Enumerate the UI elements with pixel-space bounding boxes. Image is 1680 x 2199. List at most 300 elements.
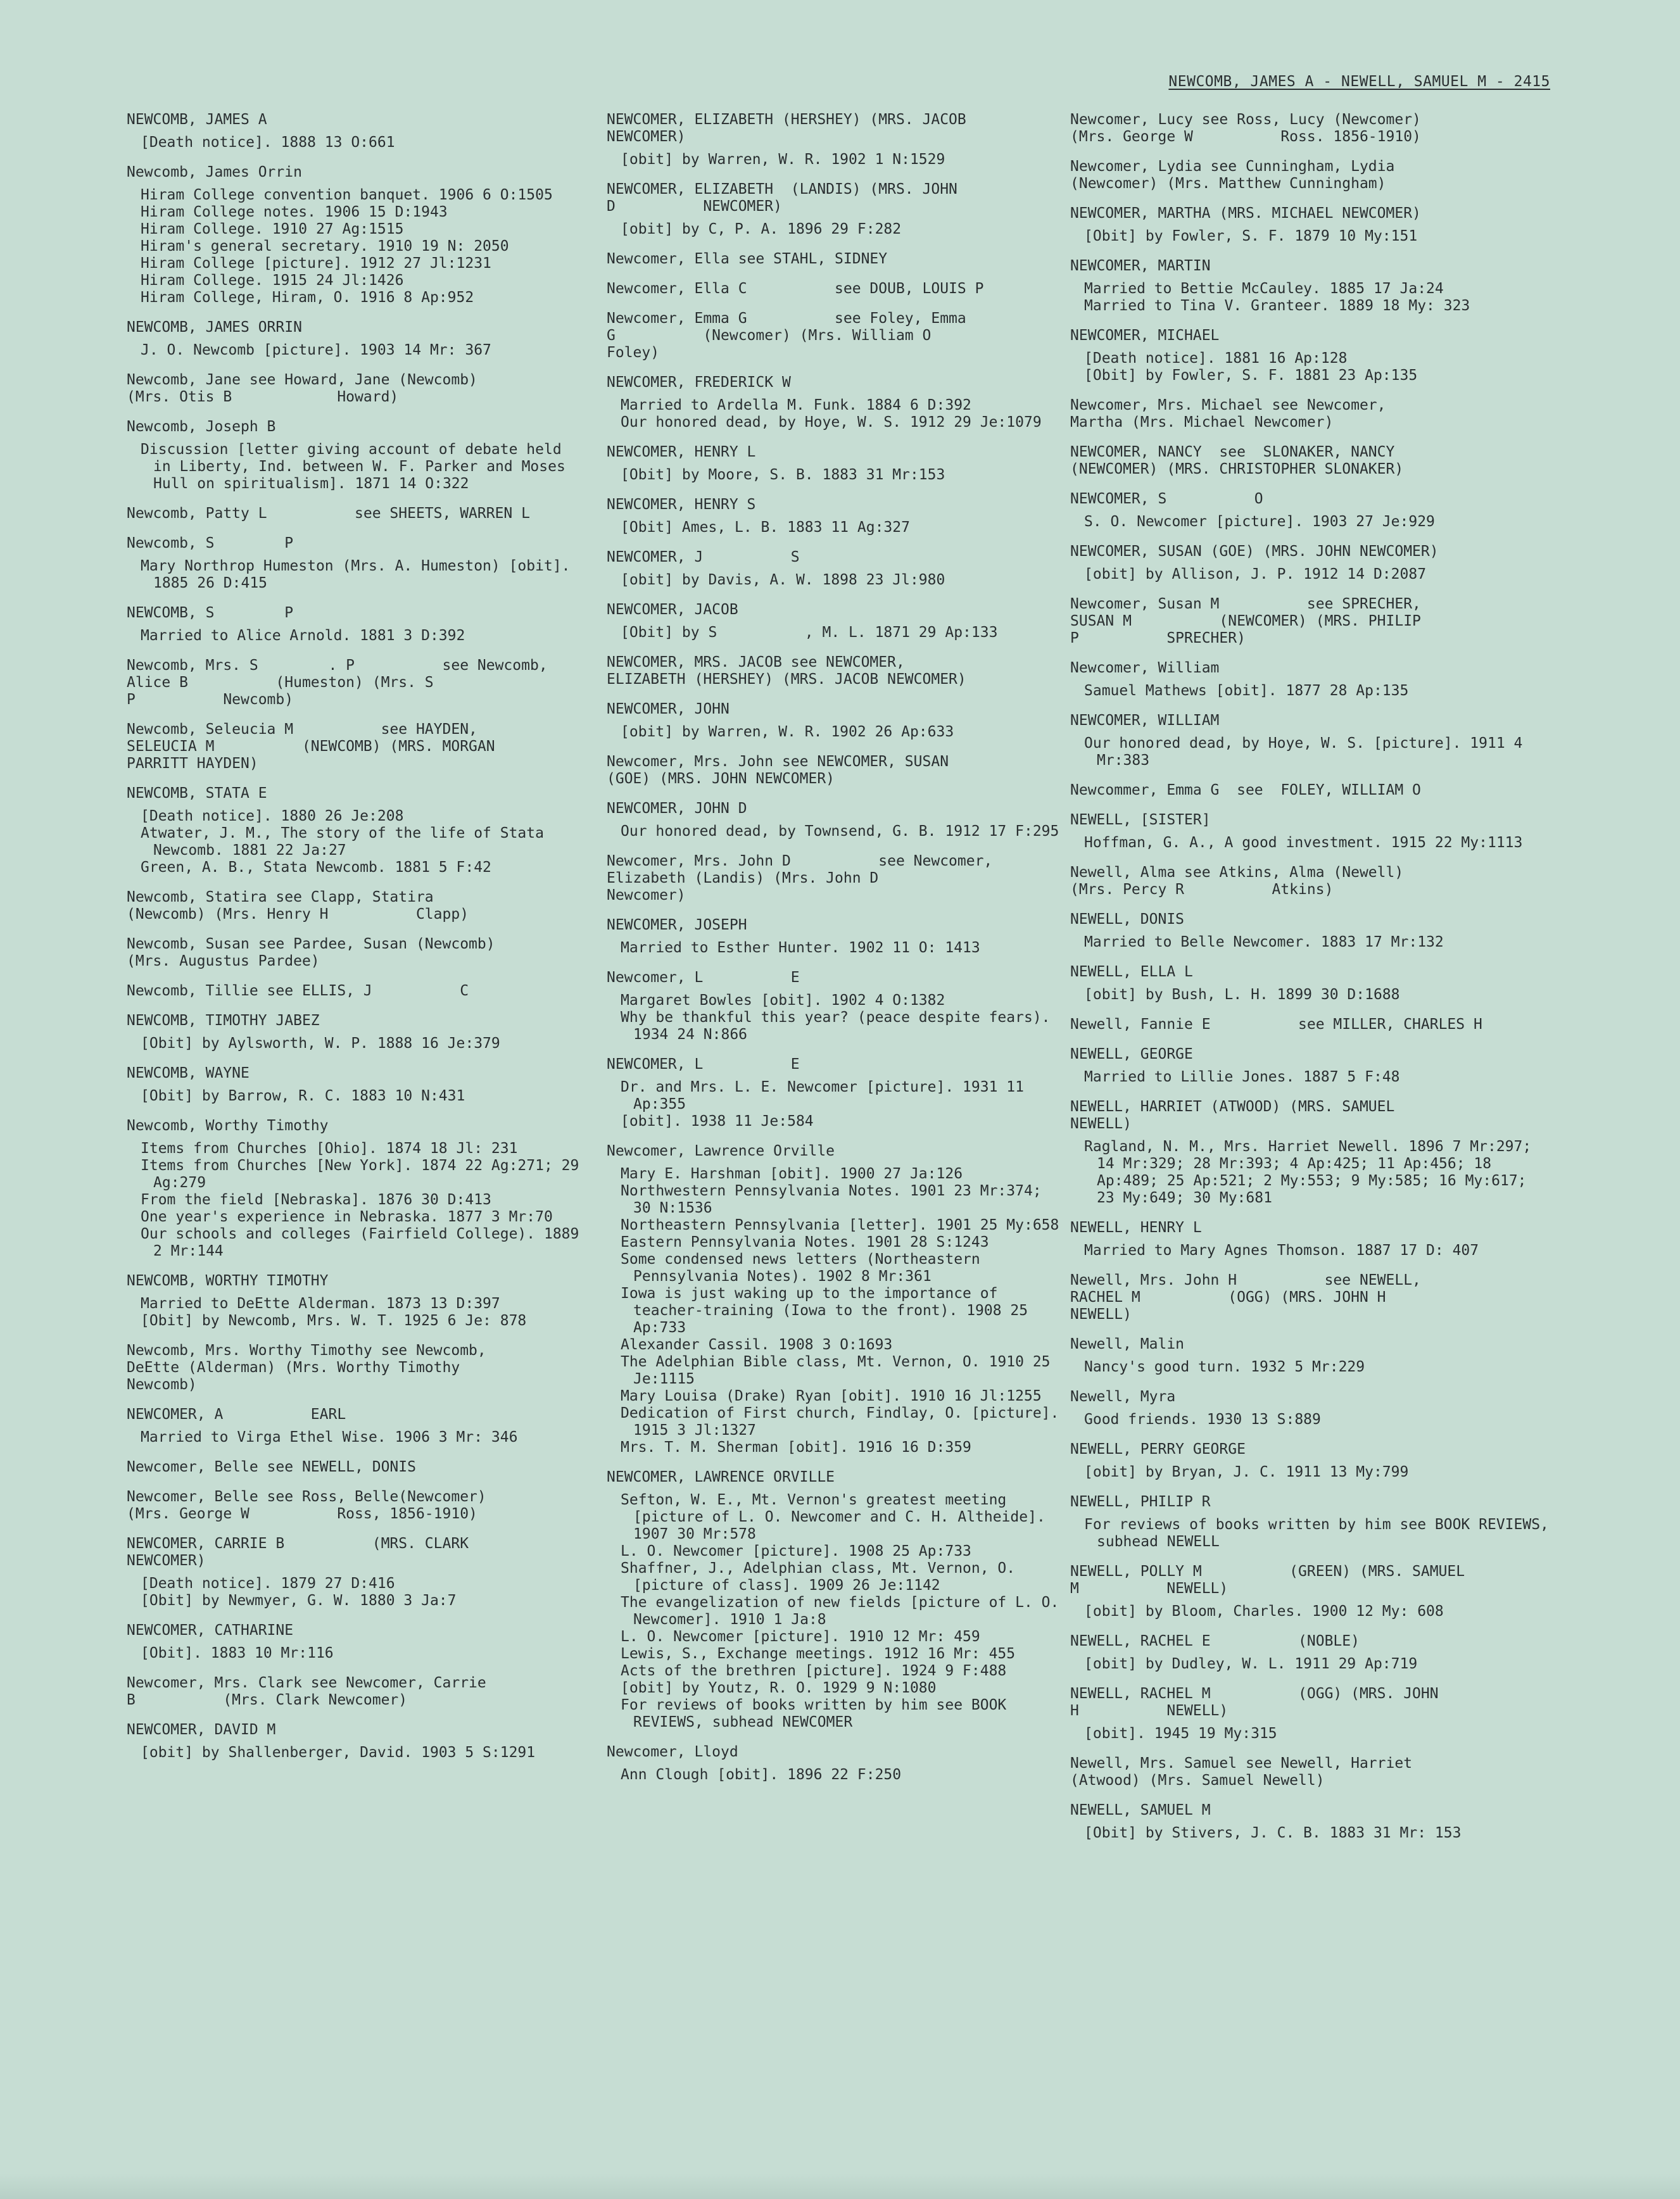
index-entry xyxy=(607,374,1063,431)
reference-line: [obit] by Allison, J. P. 1912 14 D:2087 xyxy=(1084,566,1427,583)
entry-heading: NEWCOMER, WILLIAM xyxy=(1070,712,1220,729)
index-entry xyxy=(607,853,1063,904)
index-entry xyxy=(1070,712,1551,769)
index-entry xyxy=(607,280,1063,298)
entry-heading: NEWELL, GEORGE xyxy=(1070,1046,1193,1062)
reference-line: From the field [Nebraska]. 1876 30 D:413 xyxy=(141,1192,491,1208)
reference-line: Alexander Cassil. 1908 3 O:1693 xyxy=(621,1337,893,1353)
reference-line: Hoffman, G. A., A good investment. 1915 22 My:1113 xyxy=(1084,835,1523,851)
entry-heading: NEWCOMER, JACOB xyxy=(607,602,738,618)
entry-references xyxy=(1070,566,1551,583)
index-entry xyxy=(1070,1755,1551,1789)
entry-heading: NEWELL, RACHEL M (OGG) (MRS. JOHN H NEWELL) xyxy=(1070,1685,1439,1719)
entry-heading: Newcommer, Emma G see FOLEY, WILLIAM O xyxy=(1070,782,1421,798)
index-entry xyxy=(607,181,1063,238)
entry-heading: Newcomer, Belle see NEWELL, DONIS xyxy=(127,1459,416,1475)
reference-line: Married to Bettie McCauley. 1885 17 Ja:24 xyxy=(1084,280,1444,297)
index-entry xyxy=(1070,596,1551,647)
reference-line: Hiram College notes. 1906 15 D:1943 xyxy=(141,204,448,220)
entry-references xyxy=(607,1767,1063,1784)
index-entry xyxy=(127,889,583,923)
entry-heading: NEWCOMER, L E xyxy=(607,1056,800,1073)
entry-heading: Newell, Mrs. John H see NEWELL, RACHEL M (OGG) (MRS. JOHN H NEWELL) xyxy=(1070,1272,1421,1323)
entry-heading: Newcomer, Emma G see Foley, Emma G (Newcomer) (Mrs. William O Foley) xyxy=(607,310,966,361)
entry-heading: NEWCOMER, S O xyxy=(1070,491,1263,507)
index-entry xyxy=(1070,1046,1551,1086)
entry-heading: Newcomb, Jane see Howard, Jane (Newcomb) (Mrs. Otis B Howard) xyxy=(127,372,477,405)
index-entry xyxy=(127,936,583,970)
entry-heading: NEWCOMER, MARTIN xyxy=(1070,258,1211,274)
index-entry xyxy=(127,372,583,406)
reference-line: [obit] by Warren, W. R. 1902 1 N:1529 xyxy=(621,151,945,168)
entry-references xyxy=(1070,1825,1551,1842)
reference-line: Iowa is just waking up to the importance of teacher-training (Iowa to the front). 1908 25 Ap:733 xyxy=(621,1285,1037,1336)
reference-line: Discussion [letter giving account of debate held in Liberty, Ind. between W. F. Parker and Moses Hull on spiritualism]. 1871 14 O:322 xyxy=(141,441,574,492)
reference-line: [obit] by Dudley, W. L. 1911 29 Ap:719 xyxy=(1084,1656,1418,1672)
entry-heading: Newcomb, Susan see Pardee, Susan (Newcomb) (Mrs. Augustus Pardee) xyxy=(127,936,495,969)
entry-references xyxy=(127,1295,583,1330)
reference-line: Hiram College. 1915 24 Jl:1426 xyxy=(141,272,404,289)
index-entry xyxy=(607,251,1063,268)
reference-line: L. O. Newcomer [picture]. 1908 25 Ap:733 xyxy=(621,1543,971,1559)
reference-line: [obit]. 1945 19 My:315 xyxy=(1084,1725,1277,1742)
index-entry xyxy=(1070,111,1551,146)
index-entry xyxy=(607,444,1063,484)
entry-references xyxy=(1070,1069,1551,1086)
reference-line: [Death notice]. 1879 27 D:416 xyxy=(141,1575,395,1592)
entry-heading: NEWELL, HENRY L xyxy=(1070,1219,1202,1236)
entry-heading: NEWCOMER, MRS. JACOB see NEWCOMER, ELIZABETH (HERSHEY) (MRS. JACOB NEWCOMER) xyxy=(607,654,966,688)
index-entry xyxy=(1070,964,1551,1004)
index-entry xyxy=(607,602,1063,641)
entry-heading: NEWELL, POLLY M (GREEN) (MRS. SAMUEL M NEWELL) xyxy=(1070,1563,1465,1597)
index-entry xyxy=(607,1056,1063,1130)
index-entry xyxy=(607,917,1063,957)
entry-references xyxy=(127,627,583,645)
entry-references xyxy=(607,151,1063,168)
reference-line: [Obit] by Stivers, J. C. B. 1883 31 Mr: 153 xyxy=(1084,1825,1462,1841)
index-entry xyxy=(1070,158,1551,192)
index-entry xyxy=(1070,205,1551,245)
index-entry xyxy=(1070,660,1551,700)
reference-line: One year's experience in Nebraska. 1877 3 Mr:70 xyxy=(141,1209,553,1225)
reference-line: [Obit] by Newmyer, G. W. 1880 3 Ja:7 xyxy=(141,1592,457,1609)
reference-line: Items from Churches [Ohio]. 1874 18 Jl: 231 xyxy=(141,1140,518,1157)
entry-heading: Newcomb, Statira see Clapp, Statira (Newcomb) (Mrs. Henry H Clapp) xyxy=(127,889,469,923)
index-entry xyxy=(1070,444,1551,478)
entry-heading: Newcomb, Joseph B xyxy=(127,419,276,435)
entry-heading: Newcomb, James Orrin xyxy=(127,164,302,180)
reference-line: The Adelphian Bible class, Mt. Vernon, O. 1910 25 Je:1115 xyxy=(621,1354,1059,1387)
reference-line: [Obit] by Fowler, S. F. 1881 23 Ap:135 xyxy=(1084,367,1418,384)
index-entry xyxy=(607,496,1063,536)
reference-line: Hiram College, Hiram, O. 1916 8 Ap:952 xyxy=(141,289,474,306)
entry-references xyxy=(607,519,1063,536)
entry-heading: NEWCOMER, SUSAN (GOE) (MRS. JOHN NEWCOMER) xyxy=(1070,543,1439,560)
reference-line: For reviews of books written by him see BOOK REVIEWS, subhead NEWELL xyxy=(1084,1516,1558,1550)
entry-heading: Newcomer, Mrs. John D see Newcomer, Elizabeth (Landis) (Mrs. John D Newcomer) xyxy=(607,853,993,904)
entry-references xyxy=(127,1744,583,1761)
entry-heading: NEWCOMER, CATHARINE xyxy=(127,1622,294,1639)
reference-line: [obit] by Bush, L. H. 1899 30 D:1688 xyxy=(1084,986,1400,1003)
reference-line: Hiram College. 1910 27 Ag:1515 xyxy=(141,221,404,237)
entry-heading: Newcomer, Susan M see SPRECHER, SUSAN M (NEWCOMER) (MRS. PHILIP P SPRECHER) xyxy=(1070,596,1421,646)
index-entry xyxy=(127,1012,583,1052)
index-entry xyxy=(127,983,583,1000)
index-entry xyxy=(127,1675,583,1709)
index-entry xyxy=(127,785,583,876)
reference-line: Nancy's good turn. 1932 5 Mr:229 xyxy=(1084,1359,1365,1375)
entry-references xyxy=(607,1492,1068,1731)
entry-heading: NEWCOMER, NANCY see SLONAKER, NANCY (NEWCOMER) (MRS. CHRISTOPHER SLONAKER) xyxy=(1070,444,1404,477)
reference-line: [obit] by C, P. A. 1896 29 F:282 xyxy=(621,221,902,237)
reference-line: Northeastern Pennsylvania [letter]. 1901 25 My:658 xyxy=(621,1217,1059,1233)
reference-line: Married to Tina V. Granteer. 1889 18 My: 323 xyxy=(1084,298,1470,314)
entry-references xyxy=(607,940,1063,957)
entry-references xyxy=(1070,1464,1551,1481)
entry-references xyxy=(607,572,1063,589)
index-entry xyxy=(1070,864,1551,898)
entry-references xyxy=(127,441,583,493)
index-entry xyxy=(1070,1272,1551,1323)
entry-heading: Newcomb, Worthy Timothy xyxy=(127,1118,329,1134)
index-entry xyxy=(1070,1441,1551,1481)
reference-line: Acts of the brethren [picture]. 1924 9 F:488 xyxy=(621,1663,1007,1679)
entry-heading: NEWCOMER, DAVID M xyxy=(127,1722,276,1738)
entry-references xyxy=(127,134,583,151)
entry-references xyxy=(607,397,1063,431)
entry-heading: Newell, Alma see Atkins, Alma (Newell) (Mrs. Percy R Atkins) xyxy=(1070,864,1404,898)
reference-line: Mary Northrop Humeston (Mrs. A. Humeston) [obit]. 1885 26 D:415 xyxy=(141,558,579,591)
reference-line: Married to Ardella M. Funk. 1884 6 D:392 xyxy=(621,397,971,413)
reference-line: [Obit] Ames, L. B. 1883 11 Ag:327 xyxy=(621,519,910,536)
index-entry xyxy=(607,969,1063,1043)
reference-line: [Obit] by Newcomb, Mrs. W. T. 1925 6 Je: 878 xyxy=(141,1313,527,1329)
entry-references xyxy=(1070,280,1551,315)
entry-references xyxy=(607,1079,1063,1130)
entry-heading: NEWCOMB, TIMOTHY JABEZ xyxy=(127,1012,320,1029)
index-entry xyxy=(127,721,583,772)
entry-references xyxy=(1070,350,1551,384)
reference-line: Married to Belle Newcomer. 1883 17 Mr:132 xyxy=(1084,934,1444,950)
reference-line: [obit] by Bryan, J. C. 1911 13 My:799 xyxy=(1084,1464,1409,1480)
reference-line: Hiram College convention banquet. 1906 6 O:1505 xyxy=(141,187,553,203)
reference-line: Our schools and colleges (Fairfield College). 1889 2 Mr:144 xyxy=(141,1226,588,1259)
reference-line: Lewis, S., Exchange meetings. 1912 16 Mr: 455 xyxy=(621,1646,1016,1662)
reference-line: [Obit] by Barrow, R. C. 1883 10 N:431 xyxy=(141,1088,465,1104)
index-entry xyxy=(127,319,583,359)
reference-line: Atwater, J. M., The story of the life of Stata Newcomb. 1881 22 Ja:27 xyxy=(141,825,553,859)
reference-line: Mary Louisa (Drake) Ryan [obit]. 1910 16 Jl:1255 xyxy=(621,1388,1042,1404)
index-entry xyxy=(607,654,1063,688)
entry-heading: NEWCOMER, FREDERICK W xyxy=(607,374,791,391)
index-entry xyxy=(127,657,583,709)
entry-heading: NEWELL, PERRY GEORGE xyxy=(1070,1441,1246,1458)
index-entry xyxy=(127,505,583,522)
index-entry xyxy=(607,1143,1068,1456)
reference-line: Married to Virga Ethel Wise. 1906 3 Mr: 346 xyxy=(141,1429,518,1446)
reference-line: Married to Alice Arnold. 1881 3 D:392 xyxy=(141,627,465,644)
entry-heading: Newcomer, Ella C see DOUB, LOUIS P xyxy=(607,280,984,297)
reference-line: [Obit] by Aylsworth, W. P. 1888 16 Je:379 xyxy=(141,1035,500,1052)
reference-line: Good friends. 1930 13 S:889 xyxy=(1084,1411,1321,1428)
entry-heading: Newcomer, Mrs. Michael see Newcomer, Martha (Mrs. Michael Newcomer) xyxy=(1070,397,1386,431)
reference-line: Samuel Mathews [obit]. 1877 28 Ap:135 xyxy=(1084,683,1409,699)
index-entry xyxy=(1070,1802,1551,1842)
entry-heading: Newcomer, Mrs. Clark see Newcomer, Carrie B (Mrs. Clark Newcomer) xyxy=(127,1675,486,1708)
index-entry xyxy=(1070,258,1551,315)
reference-line: [obit] by Youtz, R. O. 1929 9 N:1080 xyxy=(621,1680,937,1696)
entry-heading: NEWCOMB, JAMES ORRIN xyxy=(127,319,302,336)
entry-heading: NEWCOMER, J S xyxy=(607,549,800,565)
entry-heading: Newcomer, Belle see Ross, Belle(Newcomer) (Mrs. George W Ross, 1856-1910) xyxy=(127,1489,486,1522)
index-entry xyxy=(127,1118,588,1260)
entry-heading: NEWELL, RACHEL E (NOBLE) xyxy=(1070,1633,1360,1649)
entry-heading: NEWCOMER, HENRY S xyxy=(607,496,756,513)
entry-references xyxy=(127,1645,583,1662)
reference-line: Married to Esther Hunter. 1902 11 O: 1413 xyxy=(621,940,980,956)
entry-references xyxy=(1070,1725,1551,1742)
reference-line: J. O. Newcomb [picture]. 1903 14 Mr: 367 xyxy=(141,342,491,358)
index-entry xyxy=(1070,782,1551,799)
reference-line: Margaret Bowles [obit]. 1902 4 O:1382 xyxy=(621,992,945,1009)
reference-line: Why be thankful this year? (peace despite fears). 1934 24 N:866 xyxy=(621,1009,1059,1043)
index-entry xyxy=(127,1535,583,1610)
reference-line: Hiram College [picture]. 1912 27 Jl:1231 xyxy=(141,255,491,272)
entry-heading: Newcomer, Mrs. John see NEWCOMER, SUSAN (GOE) (MRS. JOHN NEWCOMER) xyxy=(607,753,949,787)
reference-line: Green, A. B., Stata Newcomb. 1881 5 F:42 xyxy=(141,859,491,876)
entry-heading: NEWCOMB, STATA E xyxy=(127,785,267,802)
entry-heading: NEWCOMER, JOHN xyxy=(607,701,729,717)
entry-references xyxy=(127,1575,583,1610)
entry-references xyxy=(1070,986,1551,1004)
entry-heading: Newcomb, Mrs. S . P see Newcomb, Alice B (Humeston) (Mrs. S P Newcomb) xyxy=(127,657,548,708)
reference-line: Hiram's general secretary. 1910 19 N: 2050 xyxy=(141,238,509,255)
index-entry xyxy=(607,549,1063,589)
entry-heading: Newcomer, William xyxy=(1070,660,1220,676)
entry-heading: NEWCOMB, WORTHY TIMOTHY xyxy=(127,1273,329,1289)
index-entry xyxy=(1070,397,1551,431)
index-entry xyxy=(1070,1389,1551,1428)
reference-line: [Death notice]. 1888 13 O:661 xyxy=(141,134,395,151)
index-entry xyxy=(607,753,1063,788)
reference-line: [Death notice]. 1880 26 Je:208 xyxy=(141,808,404,824)
entry-heading: Newcomb, Mrs. Worthy Timothy see Newcomb, DeEtte (Alderman) (Mrs. Worthy Timothy Newcomb) xyxy=(127,1342,486,1393)
entry-heading: NEWCOMB, WAYNE xyxy=(127,1065,249,1081)
index-entry xyxy=(127,164,583,306)
entry-references xyxy=(607,823,1063,840)
entry-heading: NEWELL, HARRIET (ATWOOD) (MRS. SAMUEL NEWELL) xyxy=(1070,1099,1395,1132)
entry-references xyxy=(1070,683,1551,700)
reference-line: [Obit] by Fowler, S. F. 1879 10 My:151 xyxy=(1084,228,1418,244)
reference-line: Items from Churches [New York]. 1874 22 Ag:271; 29 Ag:279 xyxy=(141,1157,588,1191)
entry-heading: Newell, Myra xyxy=(1070,1389,1176,1405)
entry-heading: Newell, Fannie E see MILLER, CHARLES H xyxy=(1070,1016,1482,1033)
reference-line: Dedication of First church, Findlay, O. [picture]. 1915 3 Jl:1327 xyxy=(621,1405,1068,1439)
entry-heading: NEWCOMB, JAMES A xyxy=(127,111,267,128)
entry-heading: NEWCOMER, MICHAEL xyxy=(1070,327,1220,344)
entry-references xyxy=(1070,514,1551,531)
entry-heading: NEWCOMER, CARRIE B (MRS. CLARK NEWCOMER) xyxy=(127,1535,469,1569)
entry-references xyxy=(1070,1138,1551,1207)
index-entry xyxy=(127,1065,583,1105)
reference-line: Our honored dead, by Townsend, G. B. 1912 17 F:295 xyxy=(621,823,1059,840)
index-entry xyxy=(127,1459,583,1476)
entry-references xyxy=(1070,228,1551,245)
entry-references xyxy=(607,467,1063,484)
column-3 xyxy=(1070,111,1558,1855)
entry-heading: NEWCOMER, JOSEPH xyxy=(607,917,747,933)
entry-references xyxy=(127,1035,583,1052)
reference-line: Mary E. Harshman [obit]. 1900 27 Ja:126 xyxy=(621,1166,963,1182)
entry-references xyxy=(607,624,1063,641)
entry-references xyxy=(607,221,1063,238)
index-entry xyxy=(607,701,1063,741)
index-entry xyxy=(127,111,583,151)
entry-references xyxy=(1070,1242,1551,1259)
reference-line: Dr. and Mrs. L. E. Newcomer [picture]. 1931 11 Ap:355 xyxy=(621,1079,1033,1112)
entry-heading: NEWCOMER, A EARL xyxy=(127,1406,346,1423)
entry-heading: Newcomb, Seleucia M see HAYDEN, SELEUCIA M (NEWCOMB) (MRS. MORGAN PARRITT HAYDEN) xyxy=(127,721,495,772)
entry-references xyxy=(1070,1411,1551,1428)
index-entry xyxy=(127,1489,583,1523)
reference-line: S. O. Newcomer [picture]. 1903 27 Je:929 xyxy=(1084,514,1435,530)
page-header: NEWCOMB, JAMES A - NEWELL, SAMUEL M - 2415 xyxy=(1168,73,1550,90)
entry-heading: NEWELL, [SISTER] xyxy=(1070,812,1211,828)
entry-heading: Newell, Mrs. Samuel see Newell, Harriet (Atwood) (Mrs. Samuel Newell) xyxy=(1070,1755,1413,1789)
entry-references xyxy=(127,1088,583,1105)
entry-heading: NEWCOMER, JOHN D xyxy=(607,800,747,817)
entry-references xyxy=(1070,735,1551,769)
reference-line: Sefton, W. E., Mt. Vernon's greatest meeting [picture of L. O. Newcomer and C. H. Altheide]. 1907 30 Mr:578 xyxy=(621,1492,1054,1542)
reference-line: Northwestern Pennsylvania Notes. 1901 23 Mr:374; 30 N:1536 xyxy=(621,1183,1051,1216)
index-entry xyxy=(607,1744,1063,1784)
reference-line: [obit] by Davis, A. W. 1898 23 Jl:980 xyxy=(621,572,945,588)
reference-line: [obit] by Shallenberger, David. 1903 5 S:1291 xyxy=(141,1744,536,1761)
entry-references xyxy=(1070,835,1551,852)
column-1 xyxy=(127,111,588,1774)
index-entry xyxy=(127,1406,583,1446)
entry-heading: NEWCOMB, S P xyxy=(127,605,294,621)
entry-heading: Newcomer, Lawrence Orville xyxy=(607,1143,835,1159)
index-entry xyxy=(127,535,583,592)
index-entry xyxy=(607,800,1063,840)
reference-line: Married to DeEtte Alderman. 1873 13 D:397 xyxy=(141,1295,500,1312)
reference-line: [Obit] by Moore, S. B. 1883 31 Mr:153 xyxy=(621,467,945,483)
entry-heading: Newcomb, S P xyxy=(127,535,294,551)
entry-heading: NEWELL, PHILIP R xyxy=(1070,1494,1211,1510)
reference-line: Our honored dead, by Hoye, W. S. [picture]. 1911 4 Mr:383 xyxy=(1084,735,1532,769)
page-edge-shade xyxy=(0,2174,1680,2199)
entry-references xyxy=(607,1166,1068,1456)
index-entry xyxy=(1070,543,1551,583)
reference-line: Eastern Pennsylvania Notes. 1901 28 S:1243 xyxy=(621,1234,989,1251)
index-entry xyxy=(1070,812,1551,852)
entry-heading: NEWCOMER, ELIZABETH (LANDIS) (MRS. JOHN D NEWCOMER) xyxy=(607,181,957,215)
index-entry xyxy=(1070,1633,1551,1673)
reference-line: Some condensed news letters (Northeastern Pennsylvania Notes). 1902 8 Mr:361 xyxy=(621,1251,989,1285)
entry-references xyxy=(127,1140,588,1260)
reference-line: Shaffner, J., Adelphian class, Mt. Vernon, O. [picture of class]. 1909 26 Je:1142 xyxy=(621,1560,1024,1594)
reference-line: Married to Lillie Jones. 1887 5 F:48 xyxy=(1084,1069,1400,1085)
reference-line: [Obit]. 1883 10 Mr:116 xyxy=(141,1645,334,1661)
reference-line: [obit]. 1938 11 Je:584 xyxy=(621,1113,814,1130)
reference-line: Ragland, N. M., Mrs. Harriet Newell. 1896 7 Mr:297; 14 Mr:329; 28 Mr:393; 4 Ap:425; 11 Ap:456; 18 Ap:489; 25 Ap:521; 2 My:553; 9 My:585; 16 My:617; 23 My:649; 30 My:681 xyxy=(1084,1138,1541,1206)
index-entry xyxy=(127,1342,583,1394)
index-entry xyxy=(127,1273,583,1330)
entry-references xyxy=(127,1429,583,1446)
entry-heading: NEWCOMER, MARTHA (MRS. MICHAEL NEWCOMER) xyxy=(1070,205,1421,222)
index-entry xyxy=(1070,1494,1558,1551)
index-entry xyxy=(607,1469,1068,1731)
index-entry xyxy=(127,1722,583,1761)
entry-heading: Newcomer, Lloyd xyxy=(607,1744,738,1760)
reference-line: Married to Mary Agnes Thomson. 1887 17 D: 407 xyxy=(1084,1242,1479,1259)
entry-heading: Newcomb, Tillie see ELLIS, J C xyxy=(127,983,469,999)
index-entry xyxy=(1070,1219,1551,1259)
entry-references xyxy=(127,808,583,876)
entry-references xyxy=(1070,1603,1551,1620)
index-entry xyxy=(127,419,583,493)
entry-references xyxy=(1070,1656,1551,1673)
reference-line: [Death notice]. 1881 16 Ap:128 xyxy=(1084,350,1348,367)
index-entry xyxy=(1070,1099,1551,1207)
entry-heading: NEWELL, ELLA L xyxy=(1070,964,1193,980)
reference-line: For reviews of books written by him see BOOK REVIEWS, subhead NEWCOMER xyxy=(621,1697,1016,1730)
index-entry xyxy=(127,605,583,645)
index-entry xyxy=(607,310,1063,362)
entry-references xyxy=(607,724,1063,741)
entry-heading: NEWCOMER, ELIZABETH (HERSHEY) (MRS. JACOB NEWCOMER) xyxy=(607,111,966,145)
index-entry xyxy=(1070,1685,1551,1742)
reference-line: [obit] by Warren, W. R. 1902 26 Ap:633 xyxy=(621,724,954,740)
entry-heading: Newcomer, Lucy see Ross, Lucy (Newcomer) (Mrs. George W Ross. 1856-1910) xyxy=(1070,111,1421,145)
reference-line: The evangelization of new fields [picture of L. O. Newcomer]. 1910 1 Ja:8 xyxy=(621,1594,1068,1628)
index-entry xyxy=(1070,911,1551,951)
column-2 xyxy=(607,111,1068,1796)
entry-heading: Newcomb, Patty L see SHEETS, WARREN L xyxy=(127,505,530,522)
entry-heading: NEWELL, SAMUEL M xyxy=(1070,1802,1211,1818)
reference-line: L. O. Newcomer [picture]. 1910 12 Mr: 459 xyxy=(621,1629,980,1645)
reference-line: Ann Clough [obit]. 1896 22 F:250 xyxy=(621,1767,902,1783)
entry-references xyxy=(1070,1516,1558,1551)
entry-heading: Newcomer, L E xyxy=(607,969,800,986)
entry-heading: Newell, Malin xyxy=(1070,1336,1185,1352)
reference-line: [obit] by Bloom, Charles. 1900 12 My: 608 xyxy=(1084,1603,1444,1620)
reference-line: Mrs. T. M. Sherman [obit]. 1916 16 D:359 xyxy=(621,1439,971,1456)
index-entry xyxy=(1070,1016,1551,1033)
entry-references xyxy=(1070,1359,1551,1376)
entry-references xyxy=(127,342,583,359)
index-entry xyxy=(1070,1563,1551,1620)
entry-references xyxy=(1070,934,1551,951)
reference-line: Our honored dead, by Hoye, W. S. 1912 29 Je:1079 xyxy=(621,414,1042,431)
entry-heading: Newcomer, Ella see STAHL, SIDNEY xyxy=(607,251,888,267)
entry-heading: NEWCOMER, HENRY L xyxy=(607,444,756,460)
entry-heading: NEWELL, DONIS xyxy=(1070,911,1185,928)
entry-heading: Newcomer, Lydia see Cunningham, Lydia (Newcomer) (Mrs. Matthew Cunningham) xyxy=(1070,158,1395,192)
reference-line: [Obit] by S , M. L. 1871 29 Ap:133 xyxy=(621,624,998,641)
index-entry xyxy=(127,1622,583,1662)
index-entry xyxy=(1070,327,1551,384)
entry-heading: NEWCOMER, LAWRENCE ORVILLE xyxy=(607,1469,835,1485)
entry-references xyxy=(607,992,1063,1043)
index-entry xyxy=(607,111,1063,168)
index-entry xyxy=(1070,491,1551,531)
entry-references xyxy=(127,187,583,306)
index-entry xyxy=(1070,1336,1551,1376)
entry-references xyxy=(127,558,583,592)
